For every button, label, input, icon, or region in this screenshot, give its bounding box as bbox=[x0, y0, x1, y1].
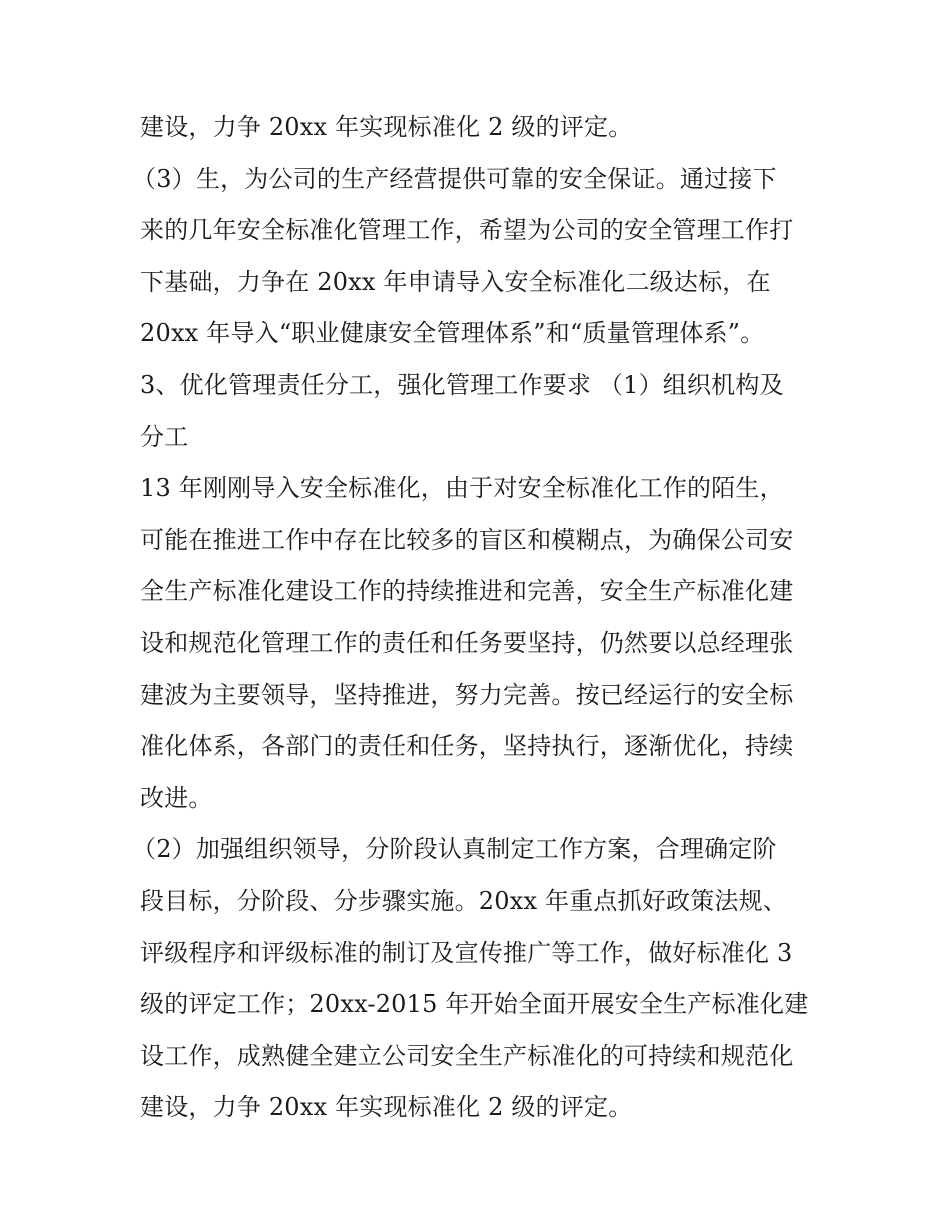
text-line: 来的几年安全标准化管理工作，希望为公司的安全管理工作打 bbox=[140, 216, 794, 245]
text-line: 20xx 年导入“职业健康安全管理体系”和“质量管理体系”。 bbox=[140, 319, 765, 348]
text-line: 全生产标准化建设工作的持续推进和完善，安全生产标准化建 bbox=[140, 577, 794, 606]
text-line: 准化体系，各部门的责任和任务，坚持执行，逐渐优化，持续 bbox=[140, 732, 794, 761]
text-line: 设和规范化管理工作的责任和任务要坚持，仍然要以总经理张 bbox=[140, 628, 794, 657]
text-line: 13 年刚刚导入安全标准化，由于对安全标准化工作的陌生， bbox=[140, 474, 784, 503]
text-line: （3）生，为公司的生产经营提供可靠的安全保证。通过接下 bbox=[132, 164, 777, 193]
text-line: 3、优化管理责任分工，强化管理工作要求 （1）组织机构及 bbox=[140, 370, 784, 399]
text-line: 下基础，力争在 20xx 年申请导入安全标准化二级达标，在 bbox=[140, 267, 771, 296]
text-line: 建设，力争 20xx 年实现标准化 2 级的评定。 bbox=[140, 1093, 633, 1122]
text-line: 级的评定工作；20xx-2015 年开始全面开展安全生产标准化建 bbox=[140, 990, 809, 1019]
text-line: 分工 bbox=[140, 422, 189, 451]
text-line: 可能在推进工作中存在比较多的盲区和模糊点，为确保公司安 bbox=[140, 525, 794, 554]
text-line: 评级程序和评级标准的制订及宣传推广等工作，做好标准化 3 bbox=[140, 938, 793, 967]
text-line: 建设，力争 20xx 年实现标准化 2 级的评定。 bbox=[140, 113, 633, 141]
text-line: 建波为主要领导，坚持推进，努力完善。按已经运行的安全标 bbox=[140, 680, 794, 709]
text-line: 设工作，成熟健全建立公司安全生产标准化的可持续和规范化 bbox=[140, 1041, 794, 1070]
document-body bbox=[132, 102, 812, 1134]
text-line: 改进。 bbox=[140, 783, 213, 812]
text-line: 段目标，分阶段、分步骤实施。20xx 年重点抓好政策法规、 bbox=[140, 886, 788, 915]
text-line: （2）加强组织领导，分阶段认真制定工作方案，合理确定阶 bbox=[132, 835, 777, 864]
